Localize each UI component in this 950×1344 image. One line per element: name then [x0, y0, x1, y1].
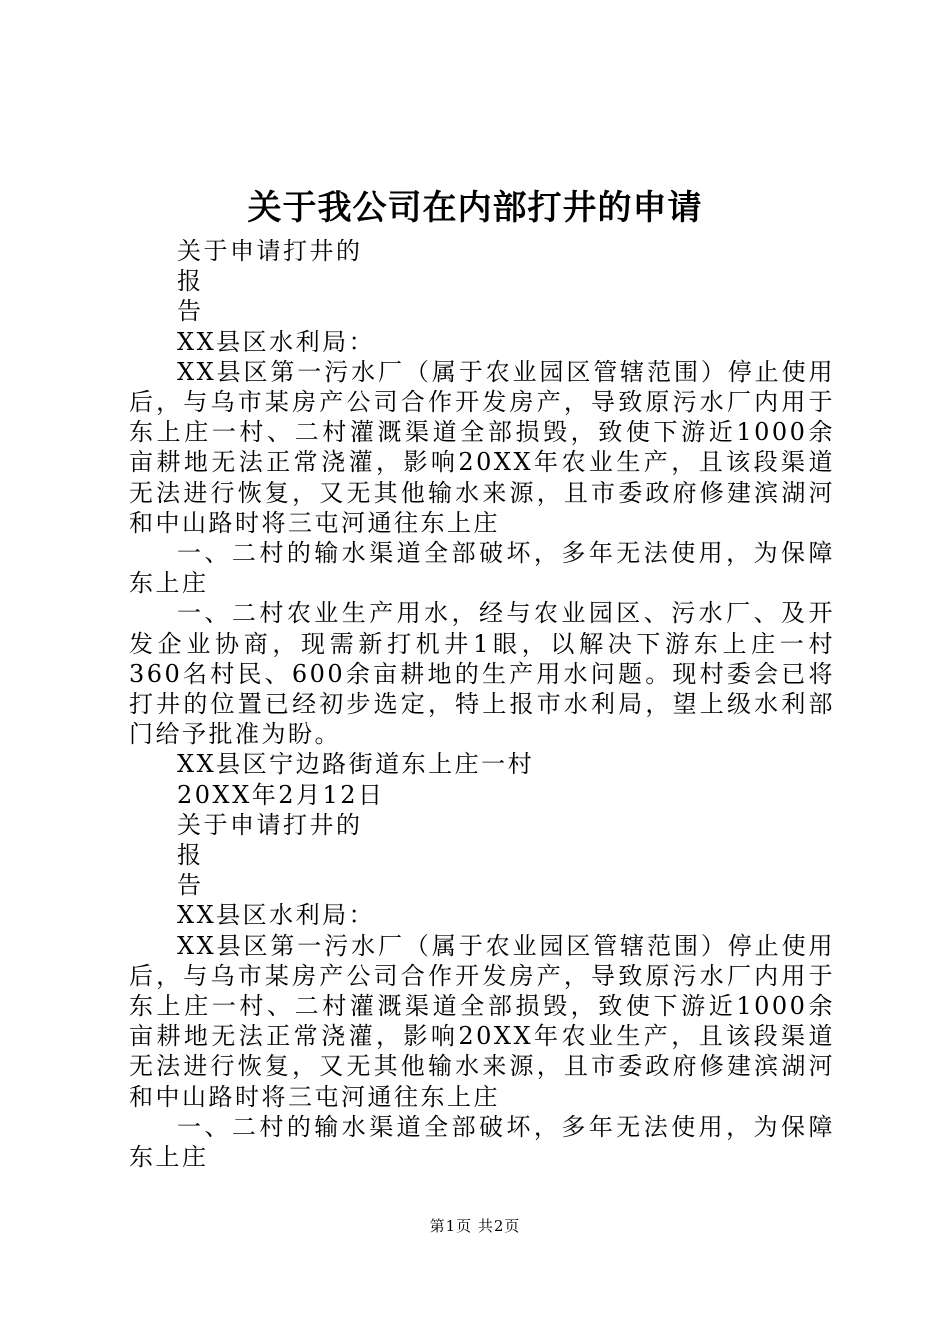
- page-footer: 第1页 共2页: [429, 1217, 521, 1235]
- paragraph: XX县区第一污水厂（属于农业园区管辖范围）停止使用后，与乌市某房产公司合作开发房产，导致原污水厂内用于东上庄一村、二村灌溉渠道全部损毁，致使下游近1000余亩耕地无法正常浇灌，影响20XX年农业生产，且该段渠道无法进行恢复，又无其他输水来源，且市委政府修建滨湖河和中山路时将三屯河通往东上庄: [129, 357, 835, 537]
- paragraph: 一、二村的输水渠道全部破坏，多年无法使用，为保障东上庄: [129, 539, 835, 598]
- heading-line: 告: [177, 297, 204, 326]
- signatory: XX县区宁边路街道东上庄一村: [177, 750, 535, 779]
- document-title: 关于我公司在内部打井的申请: [247, 188, 703, 228]
- heading-line: 关于申请打井的: [177, 237, 363, 265]
- heading-line: 报: [177, 267, 204, 296]
- addressee: XX县区水利局：: [177, 327, 376, 356]
- paragraph: 一、二村的输水渠道全部破坏，多年无法使用，为保障东上庄: [129, 1112, 835, 1172]
- paragraph: XX县区第一污水厂（属于农业园区管辖范围）停止使用后，与乌市某房产公司合作开发房产，导致原污水厂内用于东上庄一村、二村灌溉渠道全部损毁，致使下游近1000余亩耕地无法正常浇灌，影响20XX年农业生产，且该段渠道无法进行恢复，又无其他输水来源，且市委政府修建滨湖河和中山路时将三屯河通往东上庄: [129, 931, 835, 1111]
- date: 20XX年2月12日: [177, 780, 385, 809]
- paragraph: 一、二村农业生产用水，经与农业园区、污水厂、及开发企业协商，现需新打机井1眼，以解决下游东上庄一村360名村民、600余亩耕地的生产用水问题。现村委会已将打井的位置已经初步选定，特上报市水利局，望上级水利部门给予批准为盼。: [129, 599, 835, 749]
- document-body: [129, 236, 835, 1172]
- heading-line: 关于申请打井的: [177, 810, 363, 839]
- heading-line: 报: [177, 841, 204, 870]
- addressee: XX县区水利局：: [177, 901, 376, 930]
- heading-line: 告: [177, 871, 204, 900]
